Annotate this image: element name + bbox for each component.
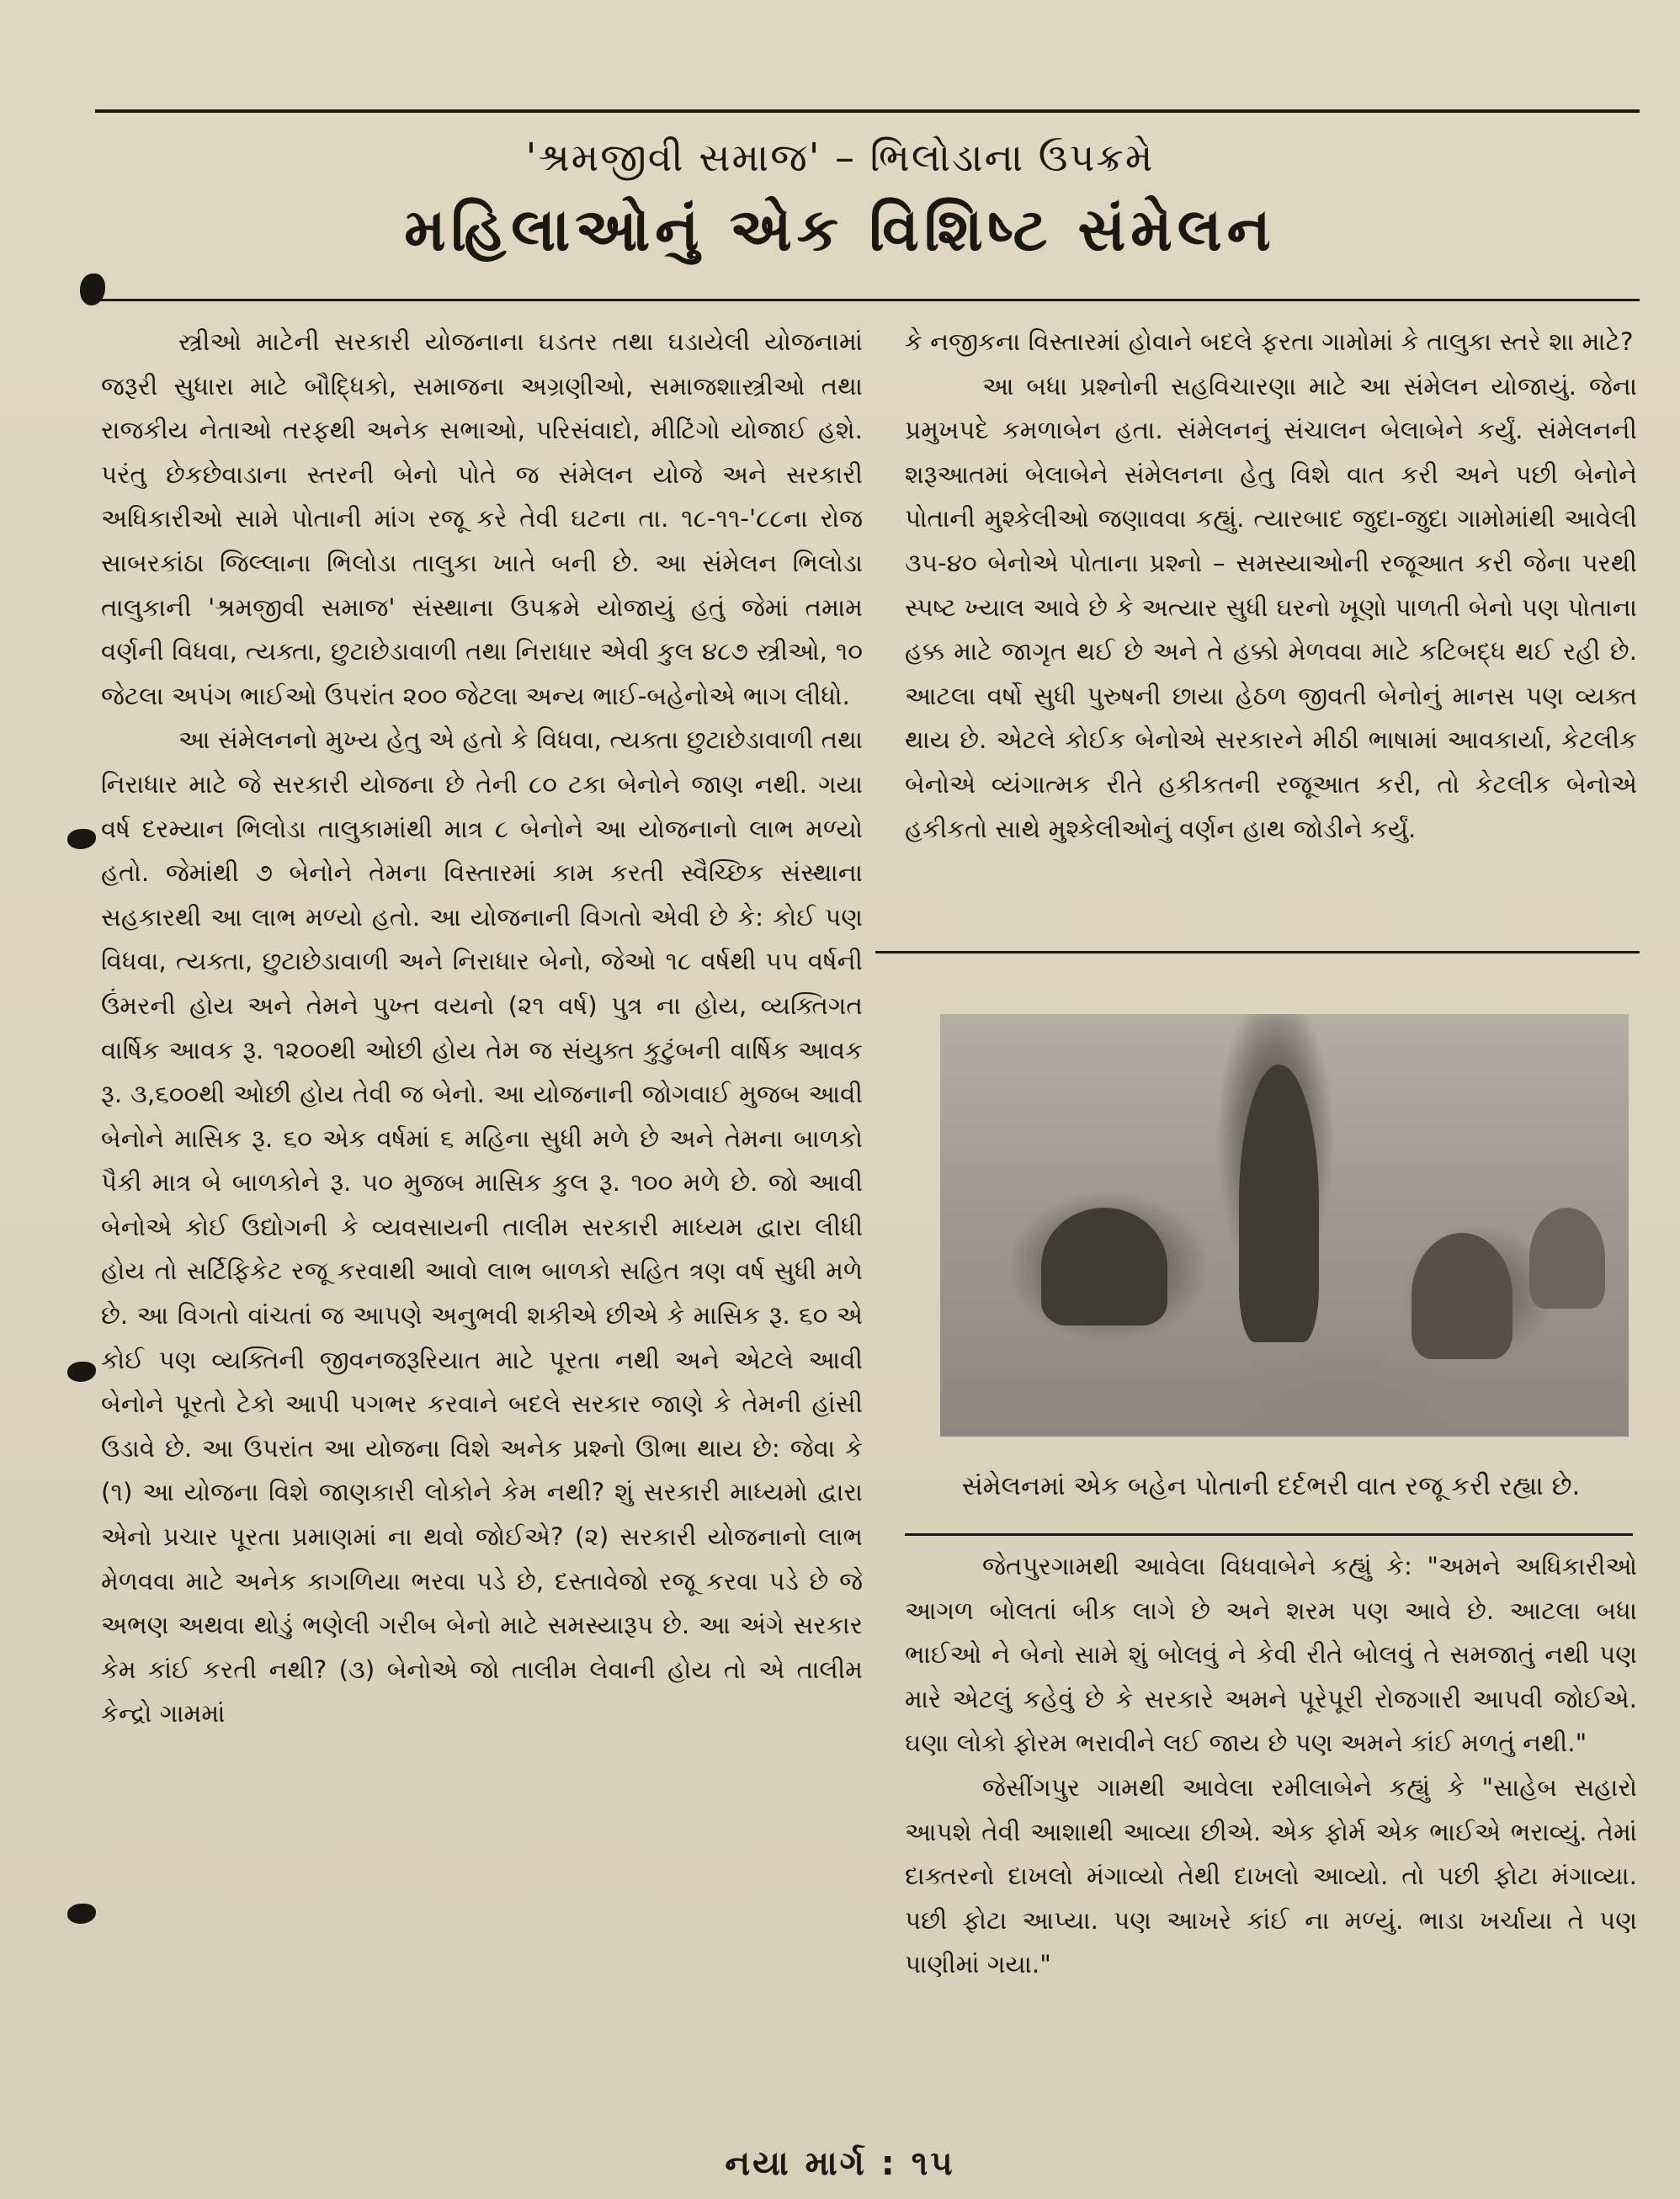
seated-figure — [1529, 1208, 1605, 1309]
seated-figure — [1041, 1208, 1167, 1325]
article-kicker: 'શ્રમજીવી સમાજ' – ભિલોડાના ઉપક્રમે — [525, 135, 1155, 180]
caption-rule — [905, 1533, 1633, 1536]
paragraph: કે નજીકના વિસ્તારમાં હોવાને બદલે ફરતા ગામોમાં કે તાલુકા સ્તરે શા માટે? — [905, 327, 1634, 356]
headline-rule — [95, 299, 1640, 301]
binding-hole — [67, 1904, 96, 1924]
photo-caption: સંમેલનમાં એક બહેન પોતાની દર્દભરી વાત રજૂ કરી રહ્યા છે. — [961, 1471, 1581, 1501]
meeting-photo — [940, 1014, 1629, 1437]
paragraph: આ બધા પ્રશ્નોની સહવિચારણા માટે આ સંમેલન યોજાયું. જેના પ્રમુખપદે કમળાબેન હતા. સંમેલનનું સંચાલન બેલાબેને કર્યું. સંમેલનની શરૂઆતમાં બેલાબેને સંમેલનના હેતુ વિશે વાત કરી અને પછી બેનોને પોતાની મુશ્કેલીઓ જણાવવા કહ્યું. ત્યારબાદ જુદા-જુદા ગામોમાંથી આવેલી ૩૫-૪૦ બેનોએ પોતાના પ્રશ્નો – સમસ્યાઓની રજૂઆત કરી જેના પરથી સ્પષ્ટ ખ્યાલ આવે છે કે અત્યાર સુધી ઘરનો ખૂણો પાળતી બેનો પણ પોતાના હક્ક માટે જાગૃત થઈ છે અને તે હક્કો મેળવવા માટે કટિબદ્ધ થઈ રહી છે. આટલા વર્ષો સુધી પુરુષની છાયા હેઠળ જીવતી બેનોનું માનસ પણ વ્યક્ત થાય છે. એટલે કોઈક બેનોએ સરકારને મીઠી ભાષામાં આવકાર્યા, કેટલીક બેનોએ વ્યંગાત્મક રીતે હકીકતની રજૂઆત કરી, તો કેટલીક બેનોએ હકીકતો સાથે મુશ્કેલીઓનું વર્ણન હાથ જોડીને કર્યું. — [905, 371, 1637, 843]
paragraph: જેસીંગપુર ગામથી આવેલા રમીલાબેને કહ્યું કે "સાહેબ સહારો આપશે તેવી આશાથી આવ્યા છીએ. એક ફોર્મ એક ભાઈએ ભરાવ્યું. તેમાં દાક્તરનો દાખલો મંગાવ્યો તેથી દાખલો આવ્યો. તો પછી ફોટા મંગાવ્યા. પછી ફોટા આપ્યા. પણ આખરે કાંઈ ના મળ્યું. ભાડા ખર્ચાયા તે પણ પાણીમાં ગયા." — [905, 1772, 1637, 1979]
right-column-bottom — [905, 1544, 1637, 1987]
paragraph: સ્ત્રીઓ માટેની સરકારી યોજનાના ઘડતર તથા ઘડાયેલી યોજનામાં જરૂરી સુધારા માટે બૌદ્ધિકો, સમાજના અગ્રણીઓ, સમાજશાસ્ત્રીઓ તથા રાજકીય નેતાઓ તરફથી અનેક સભાઓ, પરિસંવાદો, મીટિંગો યોજાઈ હશે. પરંતુ છેકછેવાડાના સ્તરની બેનો પોતે જ સંમેલન યોજે અને સરકારી અધિકારીઓ સામે પોતાની માંગ રજૂ કરે તેવી ઘટના તા. ૧૮-૧૧-'૮૮ના રોજ સાબરકાંઠા જિલ્લાના ભિલોડા તાલુકા ખાતે બની છે. આ સંમેલન ભિલોડા તાલુકાની 'શ્રમજીવી સમાજ' સંસ્થાના ઉપક્રમે યોજાયું હતું જેમાં તમામ વર્ણની વિધવા, ત્યક્તા, છુટાછેડાવાળી તથા નિરાધાર એવી કુલ ૪૮૭ સ્ત્રીઓ, ૧૦ જેટલા અપંગ ભાઈઓ ઉપરાંત ૨૦૦ જેટલા અન્ય ભાઈ-બહેનોએ ભાગ લીધો. — [101, 327, 863, 710]
left-column — [101, 320, 863, 1736]
top-rule — [95, 109, 1640, 113]
standing-woman-figure — [1239, 1065, 1319, 1342]
column-rule — [875, 951, 1640, 953]
page-footer: નયા માર્ગ : ૧૫ — [725, 2144, 955, 2183]
binding-hole — [67, 829, 96, 849]
seated-figure — [1412, 1233, 1513, 1359]
paragraph: જેતપુરગામથી આવેલા વિધવાબેને કહ્યું કે: "અમને અધિકારીઓ આગળ બોલતાં બીક લાગે છે અને શરમ પણ આવે છે. આટલા બધા ભાઈઓ ને બેનો સામે શું બોલવું ને કેવી રીતે બોલવું તે સમજાતું નથી પણ મારે એટલું કહેવું છે કે સરકારે અમને પૂરેપૂરી રોજગારી આપવી જોઈએ. ઘણા લોકો ફોરમ ભરાવીને લઈ જાય છે પણ અમને કાંઈ મળતું નથી." — [905, 1552, 1637, 1758]
binding-hole — [67, 1362, 96, 1382]
paragraph: આ સંમેલનનો મુખ્ય હેતુ એ હતો કે વિધવા, ત્યક્તા છુટાછેડાવાળી તથા નિરાધાર માટે જે સરકારી યોજના છે તેની ૮૦ ટકા બેનોને જાણ નથી. ગયા વર્ષ દરમ્યાન ભિલોડા તાલુકામાંથી માત્ર ૮ બેનોને આ યોજનાનો લાભ મળ્યો હતો. જેમાંથી ૭ બેનોને તેમના વિસ્તારમાં કામ કરતી સ્વૈચ્છિક સંસ્થાના સહકારથી આ લાભ મળ્યો હતો. આ યોજનાની વિગતો એવી છે કે: કોઈ પણ વિધવા, ત્યક્તા, છુટાછેડાવાળી અને નિરાધાર બેનો, જેઓ ૧૮ વર્ષથી ૫૫ વર્ષની ઉંમરની હોય અને તેમને પુખ્ત વયનો (૨૧ વર્ષ) પુત્ર ના હોય, વ્યક્તિગત વાર્ષિક આવક રૂ. ૧૨૦૦થી ઓછી હોય તેમ જ સંયુક્ત કુટુંબની વાર્ષિક આવક રૂ. ૩,૬૦૦થી ઓછી હોય તેવી જ બેનો. આ યોજનાની જોગવાઈ મુજબ આવી બેનોને માસિક રૂ. ૬૦ એક વર્ષમાં ૬ મહિના સુધી મળે છે અને તેમના બાળકો પૈકી માત્ર બે બાળકોને રૂ. ૫૦ મુજબ માસિક કુલ રૂ. ૧૦૦ મળે છે. જો આવી બેનોએ કોઈ ઉદ્યોગની કે વ્યવસાયની તાલીમ સરકારી માધ્યમ દ્વારા લીધી હોય તો સર્ટિફિકેટ રજૂ કરવાથી આવો લાભ બાળકો સહિત ત્રણ વર્ષ સુધી મળે છે. આ વિગતો વાંચતાં જ આપણે અનુભવી શકીએ છીએ કે માસિક રૂ. ૬૦ એ કોઈ પણ વ્યક્તિની જીવનજરૂરિયાત માટે પૂરતા નથી અને એટલે આવી બેનોને પૂરતો ટેકો આપી પગભર કરવાને બદલે સરકાર જાણે કે તેમની હાંસી ઉડાવે છે. આ ઉપરાંત આ યોજના વિશે અનેક પ્રશ્નો ઊભા થાય છે: જેવા કે (૧) આ યોજના વિશે જાણકારી લોકોને કેમ નથી? શું સરકારી માધ્યમો દ્વારા એનો પ્રચાર પૂરતા પ્રમાણમાં ના થવો જોઈએ? (૨) સરકારી યોજનાનો લાભ મેળવવા માટે અનેક કાગળિયા ભરવા પડે છે, દસ્તાવેજો રજૂ કરવા પડે છે જે અભણ અથવા થોડું ભણેલી ગરીબ બેનો માટે સમસ્યારૂપ છે. આ અંગે સરકાર કેમ કાંઈ કરતી નથી? (૩) બેનોએ જો તાલીમ લેવાની હોય તો એ તાલીમ કેન્દ્રો ગામમાં — [101, 725, 863, 1729]
right-column-top — [905, 320, 1637, 851]
article-headline: મહિલાઓનું એક વિશિષ્ટ સંમેલન — [404, 195, 1276, 264]
